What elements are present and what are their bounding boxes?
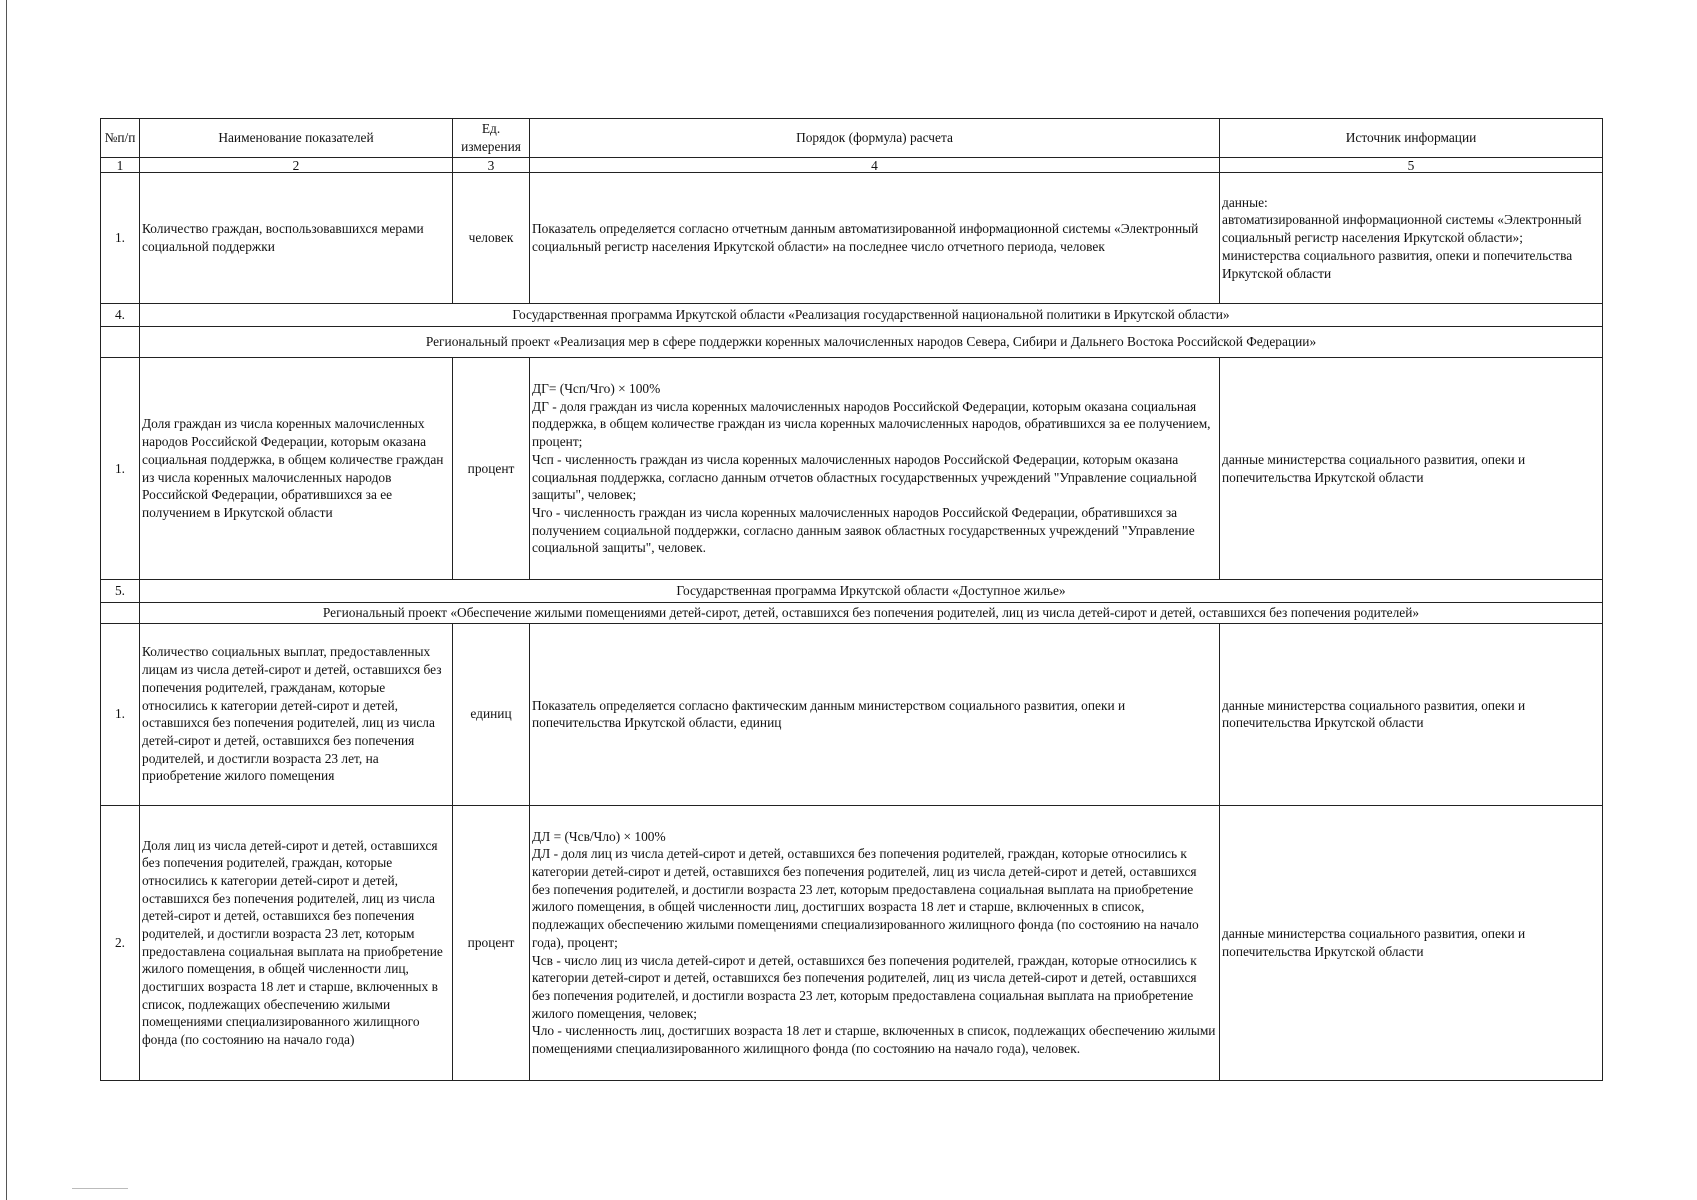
- column-numbers-row: [101, 158, 1603, 173]
- project-row: [101, 603, 1603, 624]
- table-header-row: [101, 119, 1603, 158]
- column-number: 5: [1220, 158, 1603, 173]
- indicator-unit: человек: [453, 173, 530, 304]
- row-num: 1.: [101, 173, 140, 304]
- scan-speck: [72, 1188, 128, 1189]
- program-row: [101, 304, 1603, 327]
- indicator-name: Доля граждан из числа коренных малочисленных народов Российской Федерации, которым оказана социальная поддержка, в общем количестве граждан из числа коренных малочисленных народов Российской Федерации, обратившихся за ее получением в Иркутской области: [140, 358, 453, 580]
- indicator-source: [1220, 173, 1603, 304]
- indicator-name: Количество социальных выплат, предоставленных лицам из числа детей-сирот и детей, оставшихся без попечения родителей, гражданам, которые относились к категории детей-сирот и детей, оставшихся без попечения родителей, лиц из числа детей-сирот и детей, оставшихся без попечения родителей, и достигли возраста 23 лет, на приобретение жилого помещения: [140, 623, 453, 805]
- indicator-name: Доля лиц из числа детей-сирот и детей, оставшихся без попечения родителей, граждан, которые относились к категории детей-сирот и детей, оставшихся без попечения родителей, лиц из числа детей-сирот и детей, оставшихся без попечения родителей, и достигли возраста 23 лет, которым предоставлена социальная выплата на приобретение жилого помещения, в общей численности лиц, достигших возраста 18 лет и старше, включенных в список, подлежащих обеспечению жилыми помещениями специализированного жилищного фонда (по состоянию на начало года): [140, 805, 453, 1080]
- program-row: [101, 580, 1603, 603]
- column-number: 2: [140, 158, 453, 173]
- program-title: Государственная программа Иркутской области «Реализация государственной национальной политики в Иркутской области»: [140, 304, 1603, 327]
- empty-cell: [101, 327, 140, 358]
- program-num: 4.: [101, 304, 140, 327]
- indicator-name: Количество граждан, воспользовавшихся мерами социальной поддержки: [140, 173, 453, 304]
- indicator-unit: единиц: [453, 623, 530, 805]
- header-formula: Порядок (формула) расчета: [530, 119, 1220, 158]
- scan-left-edge: [6, 0, 7, 1200]
- header-unit: Ед. измерения: [453, 119, 530, 158]
- header-source: Источник информации: [1220, 119, 1603, 158]
- project-row: [101, 327, 1603, 358]
- row-num: 2.: [101, 805, 140, 1080]
- indicator-source: данные министерства социального развития, опеки и попечительства Иркутской области: [1220, 623, 1603, 805]
- indicator-source: данные министерства социального развития, опеки и попечительства Иркутской области: [1220, 805, 1603, 1080]
- indicator-source: данные министерства социального развития, опеки и попечительства Иркутской области: [1220, 358, 1603, 580]
- indicator-unit: процент: [453, 358, 530, 580]
- indicator-formula: [530, 358, 1220, 580]
- indicator-formula: Показатель определяется согласно фактическим данным министерством социального развития, опеки и попечительства Иркутской области, единиц: [530, 623, 1220, 805]
- formula-text: ДЛ = (Чсв/Чло) × 100% ДЛ - доля лиц из числа детей-сирот и детей, оставшихся без попечения родителей, граждан, которые относились к категории детей-сирот и детей, оставшихся без попечения родителей, лиц из числа детей-сирот и детей, оставшихся без попечения родителей, и достигли возраста 23 лет, которым предоставлена социальная выплата на приобретение жилого помещения, в общей численности лиц, достигших возраста 18 лет и старше, включенных в список, подлежащих обеспечению жилыми помещениями специализированного жилищного фонда (по состоянию на начало года), процент; Чсв - число лиц из числа детей-сирот и детей, оставшихся без попечения родителей, граждан, которые относились к категории детей-сирот и детей, оставшихся без попечения родителей, лиц из числа детей-сирот и детей, оставшихся без попечения родителей, и достигли возраста 23 лет, которым предоставлена социальная выплата на приобретение жилого помещения, человек; Чло - численность лиц, достигших возраста 18 лет и старше, включенных в список, подлежащих обеспечению жилыми помещениями специализированного жилищного фонда (по состоянию на начало года), человек.: [532, 828, 1216, 1056]
- project-title: Региональный проект «Реализация мер в сфере поддержки коренных малочисленных народов Севера, Сибири и Дальнего Востока Российской Федерации»: [140, 327, 1603, 358]
- indicators-table: [100, 118, 1603, 1081]
- table-row: [101, 358, 1603, 580]
- column-number: 3: [453, 158, 530, 173]
- formula-text: ДГ= (Чсп/Чго) × 100% ДГ - доля граждан из числа коренных малочисленных народов Российской Федерации, которым оказана социальная поддержка, в общем количестве граждан из числа коренных малочисленных народов, обратившихся за ее получением, процент; Чсп - численность граждан из числа коренных малочисленных народов Российской Федерации, которым оказана социальная поддержка, согласно данным отчетов областных государственных учреждений "Управление социальной защиты", человек; Чго - численность граждан из числа коренных малочисленных народов Российской Федерации, обратившихся за получением социальной поддержки, согласно данным заявок областных государственных учреждений "Управление социальной защиты", человек.: [532, 381, 1211, 556]
- row-num: 1.: [101, 358, 140, 580]
- header-name: Наименование показателей: [140, 119, 453, 158]
- table-row: [101, 173, 1603, 304]
- source-text: данные: автоматизированной информационной системы «Электронный социальный регистр населения Иркутской области»; министерства социального развития, опеки и попечительства Иркутской области: [1222, 194, 1582, 281]
- table-row: [101, 623, 1603, 805]
- indicator-formula: Показатель определяется согласно отчетным данным автоматизированной информационной системы «Электронный социальный регистр населения Иркутской области» на последнее число отчетного периода, человек: [530, 173, 1220, 304]
- indicator-formula: [530, 805, 1220, 1080]
- program-num: 5.: [101, 580, 140, 603]
- column-number: 4: [530, 158, 1220, 173]
- empty-cell: [101, 603, 140, 624]
- project-title: Региональный проект «Обеспечение жилыми помещениями детей-сирот, детей, оставшихся без попечения родителей, лиц из числа детей-сирот и детей, оставшихся без попечения родителей»: [140, 603, 1603, 624]
- program-title: Государственная программа Иркутской области «Доступное жилье»: [140, 580, 1603, 603]
- row-num: 1.: [101, 623, 140, 805]
- header-num: №п/п: [101, 119, 140, 158]
- indicator-unit: процент: [453, 805, 530, 1080]
- table-row: [101, 805, 1603, 1080]
- column-number: 1: [101, 158, 140, 173]
